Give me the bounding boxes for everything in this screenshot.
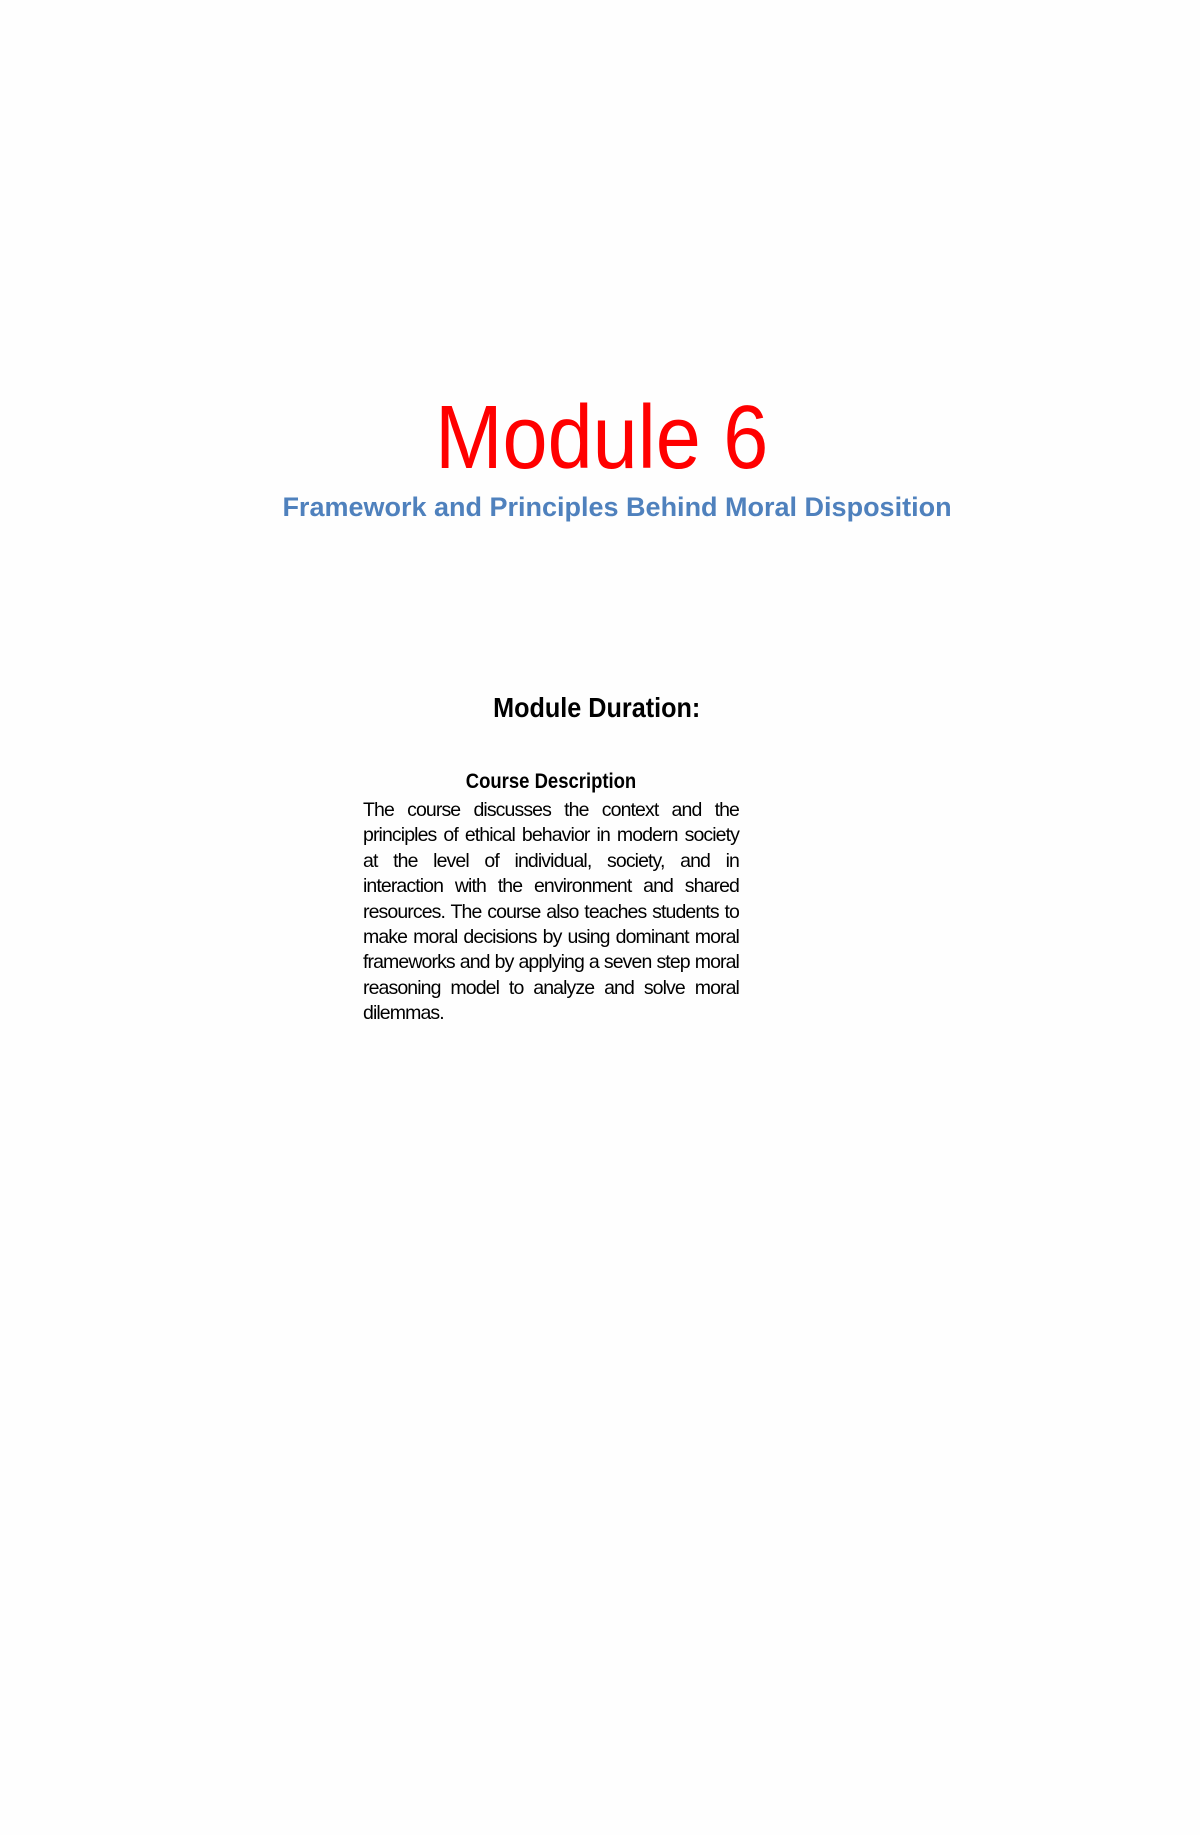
module-duration-label: Module Duration: [493,692,701,723]
module-title: Module 6 [435,388,769,488]
course-description-section [363,768,739,1027]
course-description-text: The course discusses the context and the principles of ethical behavior in modern society at the level of individual, society, and in interaction with the environment and shared resources. The course also teaches students to make moral decisions by using dominant moral frameworks and by applying a seven step moral reasoning model to analyze and solve moral dilemmas. [363,799,739,1025]
module-subtitle: Framework and Principles Behind Moral Disposition [282,492,952,522]
course-description-heading: Course Description [465,770,637,793]
